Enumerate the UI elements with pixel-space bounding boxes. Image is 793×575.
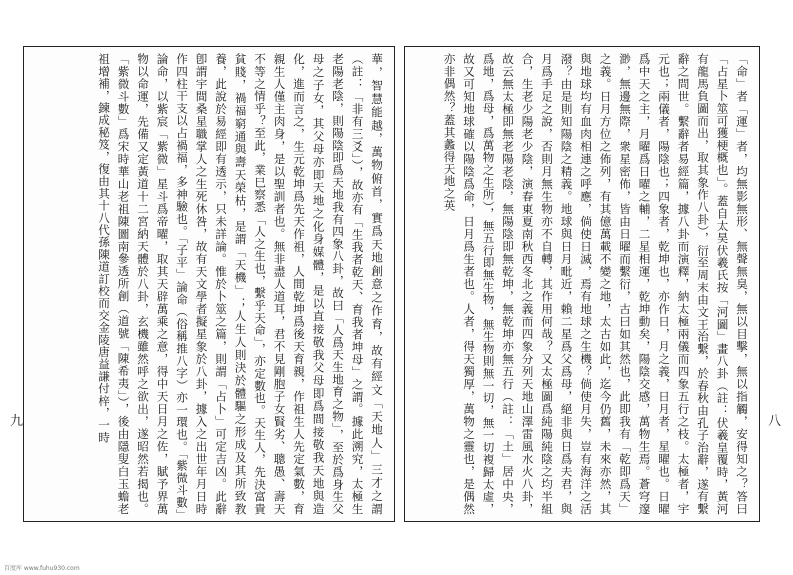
right-page xyxy=(404,46,760,522)
left-page xyxy=(23,46,395,522)
left-page-number: 九 xyxy=(10,414,24,429)
left-page-text xyxy=(32,53,386,515)
right-page-number: 八 xyxy=(768,414,782,429)
right-page-paragraph: 「命」者「運」者，均無影無形、無聲無臭，無以目擊，無以指觸，安得知之？答曰「占星卜筮可獲梗概也」。蓋自太昊伏羲氏按「河圖」畫八卦（註：伏羲皇覆時，黃河有龍馬負圖而出，取其象作八卦），衍至周末由文王治繫，於春秋由孔子治辭，遂有繫辭之問世。繫辭者易經篇，據八卦而演釋，納太極兩儀而四象五行之枝。太極者，宇元也；兩儀者，陽陰也；四象者，乾坤也，亦作日，月之義，日月者，星曜也。日曜爲中天之主，月曜爲日曜之輔，二星相運，乾坤動矣，陽陰交感，萬物生焉。蒼穹邃渺，無邊無際，衆星密佈，皆由日曜而繫衍，古曰如其然也，此即我有「乾即爲天」之義。日月方位之佈列，有其億萬載不變之地，太古如此，迄今仍舊，未來亦然，其與地球均有血肉相連之呼應，倘使日滅，焉有地球之生機？倘使月失，豈有海洋之活潑？由是則知陽陰之精義。地球與日月毗近，賴二星爲父爲母，絕非與日爲夫君，與月爲手足之說，否則月無生物亦不自轉，其作用何哉？又太極圖爲純陽純陰之均半組合，生老少陽老少陰，演春東夏南秋西冬北之義而四象分列天地山澤雷風水火八卦，故云無太極即無老陽老陰，無陽陰即無乾坤，無乾坤亦無五行（註：「土」居中央，爲地，爲母，爲萬物之生所），無五行即無生物，無生物則無一切，無一切複歸太虛，故又可知地球確以陽陰爲命，日月爲生者也。人者，得天獨厚，萬物之靈也，是偶然亦非偶然？蓋其蠡得天地之英 xyxy=(442,53,749,515)
right-page-text xyxy=(413,53,751,515)
left-page-paragraph: 華，智慧能越，萬物俯首，實爲天地創意之作育，故有經文「天地人」三才之謂（註：「非有三爻」），故亦有「生我者乾天、育我者坤母」之謂。據此溯究，太極生老陽老陰，則陽陰即爲天地我有四象八卦，故曰「人爲天生地育之物」，至於爲身生父母之子女，其父母亦即天地之化身媒體，是以直接敬我父母即爲間接敬我天地與造化，進而言之，生元乾坤爲先天作祖，人間乾坤爲後天育親，作祖生人先定氣數，育親生人僅主肉身，是以聖訓者也。無非盡人道耳，君不見剛胞子女賢劣、聰愚、壽天不等之情乎？至此，業巳察悉「人之生也，繫乎天命」，亦定數也。天生人，先決富貴貧賤，禍福窮通與壽天榮枯，是謂「天機」；人生人則決於體驅之形成及其所致教養，此說於易經即有透示，只未詳論。惟於卜筮之篇，則謂「占卜」可定吉凶。此辭卽謂宇間桑星職掌人之生死休咎，故有天文學者擬星象於八卦，據入之出世年月日時作四柱干支以占禍福，多神驗也。「子平」論命（俗稱推八字）亦一環也。「紫微斗數」論命，以紫宸「紫微」星斗爲帝曜，取其天辟萬乘之意，得中天日月之佐，賦予界萬物以命運，先備又定黃道十二宮納天體於八卦，玄機雖然呼之欲出，遂昭然若揭也。「紫微斗數」爲宋時華山老祖陳圖南參透所創（道號「陳希夷」），後由隱叟白玉蟾老祖增補，鍊成秘笈，復由其十八代孫陳道訂校而交金陵唐益謙付梓，一時 xyxy=(97,53,384,515)
footer-watermark: 百度库 www.fuhu930.com xyxy=(4,565,80,572)
